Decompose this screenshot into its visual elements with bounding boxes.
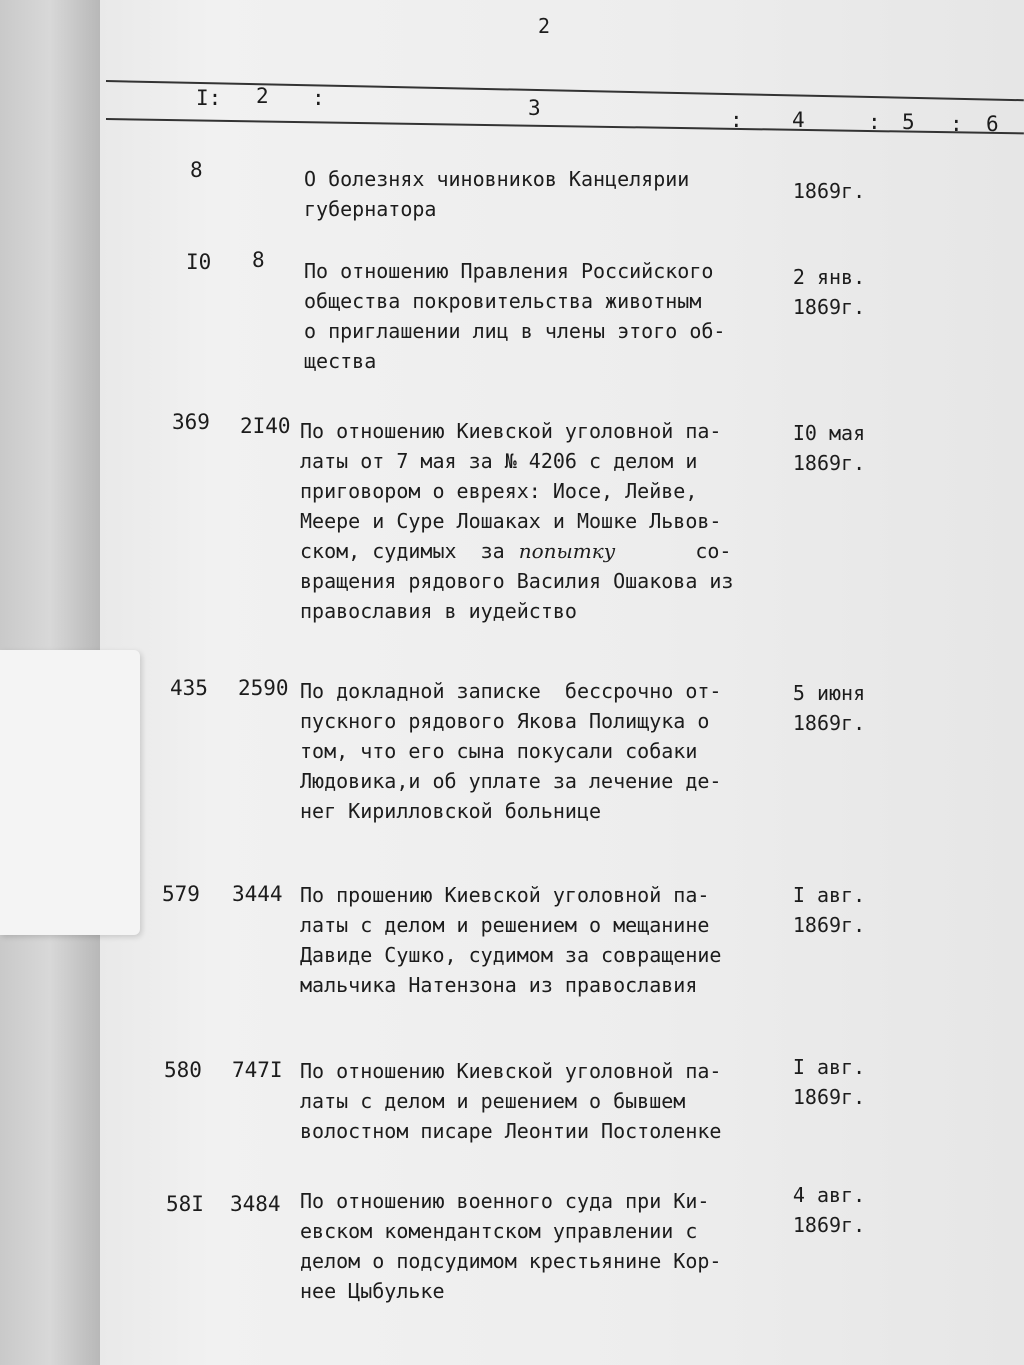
- description-line: делом о подсудимом крестьянине Кор-: [300, 1249, 722, 1273]
- entry-date: [784, 418, 874, 478]
- description-line: нее Цыбульке: [300, 1279, 445, 1303]
- description-line: общества покровительства животным: [304, 289, 702, 313]
- description-line: По отношению Правления Российского: [304, 259, 714, 283]
- description-line: О болезнях чиновников Канцелярии: [304, 167, 690, 191]
- date-day: 2 янв.: [792, 265, 866, 289]
- entry-date: [784, 880, 874, 940]
- date-year: 1869г.: [792, 1213, 866, 1237]
- description-line: латы с делом и решением о мещанине: [300, 913, 710, 937]
- description-line: о приглашении лиц в члены этого об-: [304, 319, 726, 343]
- header-col4: 4: [792, 108, 805, 132]
- entry-number: 579: [162, 882, 200, 906]
- typed-fragment: со-: [695, 539, 732, 563]
- entry-description: [304, 256, 774, 376]
- description-line: По отношению военного суда при Ки-: [300, 1189, 710, 1213]
- description-line: латы с делом и решением о бывшем: [300, 1089, 686, 1113]
- entry-sheet: 3484: [230, 1192, 281, 1216]
- entry-description: [300, 416, 770, 626]
- description-line: губернатора: [304, 197, 437, 221]
- description-line: латы от 7 мая за № 4206 с делом и: [300, 449, 698, 473]
- description-line: Людовика,и об уплате за лечение де-: [300, 769, 722, 793]
- entry-description: [300, 880, 770, 1000]
- date-day: I0 мая: [792, 421, 866, 445]
- date-day: I авг.: [792, 883, 866, 907]
- entry-date: [784, 1052, 874, 1112]
- description-line: том, что его сына покусали собаки: [300, 739, 698, 763]
- header-col5-sep: :: [868, 110, 881, 134]
- date-year: 1869г.: [792, 295, 866, 319]
- header-col6-sep: :: [950, 112, 963, 136]
- entry-description: [304, 164, 774, 224]
- date-day: 4 авг.: [792, 1183, 866, 1207]
- entry-number: 369: [172, 410, 210, 434]
- description-line: приговором о евреях: Иосе, Лейве,: [300, 479, 698, 503]
- description-line: Меере и Суре Лошаках и Мошке Львов-: [300, 509, 722, 533]
- description-line: По прошению Киевской уголовной па-: [300, 883, 710, 907]
- header-col2: 2: [256, 84, 269, 108]
- entry-number: 58I: [166, 1192, 204, 1216]
- description-line: нег Кирилловской больнице: [300, 799, 602, 823]
- description-line: волостном писаре Леонтии Постоленке: [300, 1119, 722, 1143]
- header-col5: 5: [902, 110, 915, 134]
- entry-number: 8: [190, 158, 203, 182]
- date-year: 1869г.: [792, 451, 866, 475]
- typed-fragment: ском, судимых за: [300, 539, 505, 563]
- entry-date: [784, 678, 874, 738]
- entry-sheet: 747I: [232, 1058, 283, 1082]
- header-col3: 3: [528, 96, 541, 120]
- entry-number: 435: [170, 676, 208, 700]
- description-line: вращения рядового Василия Ошакова из: [300, 569, 734, 593]
- entry-date: [784, 262, 874, 322]
- entry-number: 580: [164, 1058, 202, 1082]
- date-day: 5 июня: [792, 681, 866, 705]
- description-line: щества: [304, 349, 377, 373]
- entry-description: [300, 1056, 770, 1146]
- page-number: 2: [538, 14, 551, 38]
- header-col2-sep: :: [312, 86, 325, 110]
- date-year: 1869г.: [792, 179, 866, 203]
- date-day: I авг.: [792, 1055, 866, 1079]
- description-line: По докладной записке бессрочно от-: [300, 679, 722, 703]
- date-year: 1869г.: [792, 1085, 866, 1109]
- entry-description: [300, 676, 770, 826]
- entry-date: [784, 1180, 874, 1240]
- date-year: 1869г.: [792, 913, 866, 937]
- entry-description: [300, 1186, 770, 1306]
- paper-tab: [0, 650, 140, 935]
- description-line: По отношению Киевской уголовной па-: [300, 1059, 722, 1083]
- description-line: [300, 536, 770, 566]
- description-line: По отношению Киевской уголовной па-: [300, 419, 722, 443]
- entry-sheet: 2I40: [240, 414, 291, 438]
- entry-number: I0: [186, 250, 212, 274]
- description-line: пускного рядового Якова Полищука о: [300, 709, 710, 733]
- header-col1: I:: [196, 86, 222, 110]
- entry-sheet: 2590: [238, 676, 289, 700]
- description-line: мальчика Натензона из православия: [300, 973, 698, 997]
- date-year: 1869г.: [792, 711, 866, 735]
- header-col4-sep: :: [730, 108, 743, 132]
- description-line: Давиде Сушко, судимом за совращение: [300, 943, 722, 967]
- entry-sheet: 3444: [232, 882, 283, 906]
- description-line: православия в иудейство: [300, 599, 577, 623]
- entry-sheet: 8: [252, 248, 265, 272]
- description-line: евском комендантском управлении с: [300, 1219, 698, 1243]
- entry-date: [784, 176, 874, 206]
- header-col6: 6: [986, 112, 999, 136]
- handwritten-word: попытку: [518, 539, 616, 563]
